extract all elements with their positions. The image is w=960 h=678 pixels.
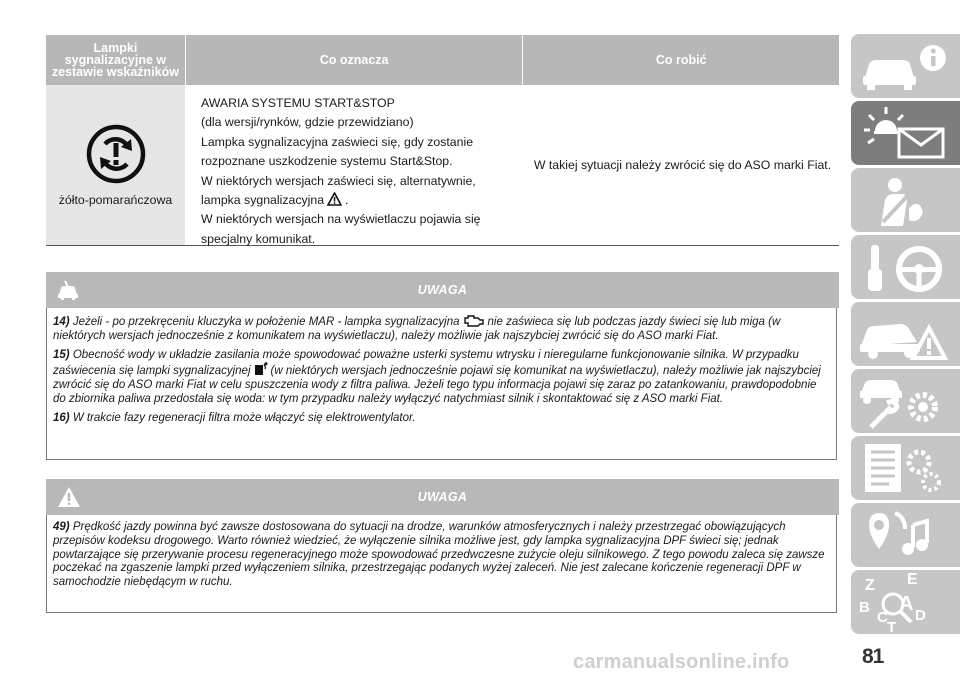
warning-triangle-icon: [327, 192, 342, 206]
warning-body: [46, 308, 837, 460]
index-letter: D: [915, 607, 926, 624]
action-cell: W takiej sytuacji należy zwrócić się do ASO marki Fiat.: [533, 158, 832, 172]
warning-light-table: [46, 35, 839, 246]
index-letter: B: [859, 599, 870, 616]
warning-item-text: Jeżeli - po przekręceniu kluczyka w położenie MAR - lampka sygnalizacyjna: [72, 316, 460, 328]
warning-item-number: 14): [53, 316, 70, 328]
meaning-cell: [185, 85, 522, 245]
warning-item: [53, 314, 828, 344]
warning-item-text: Obecność wody w układzie zasilania może spowodować poważne usterki systemu wtrysku i nieregularne funkcjonowanie silnika. W przypadku zaświecenia się lampki sygnalizacyjnej: [53, 348, 799, 378]
emergency-icon: [851, 302, 960, 366]
warning-header: [46, 479, 839, 515]
warning-item-number: 49): [53, 521, 70, 533]
index-letter: A: [899, 593, 914, 615]
warning-title: UWAGA: [417, 283, 468, 297]
meaning-suffix: .: [345, 193, 349, 208]
warning-header: [46, 272, 839, 308]
warning-item-text: Prędkość jazdy powinna być zawsze dostosowana do sytuacji na drodze, warunków atmosferycznych i należy przestrzegać obowiązujących przepisów kodeksu drogowego. Warto również wiedzieć, że wyłączenie silnika możliwe jest, gdy lampka sygnalizacyjna DPF świeci się; jednak powtarzające się przerywanie procesu regeneracyjnego może spowodować przedwczesne zużycie oleju silnikowego. Z tego powodu zaleca się zawsze poczekać na zgaszenie lampki przed wyłączeniem silnika, przestrzegając podanych wyżej zaleceń. Nie jest zalecane kończenie regeneracji DPF w samochodzie niebędącym w ruchu.: [53, 521, 825, 589]
page-number: 81: [862, 645, 884, 668]
column-header-action: Co robić: [523, 35, 839, 85]
car-info-icon: [851, 34, 960, 98]
index-icon: [851, 570, 960, 634]
lamp-cell: [46, 85, 185, 245]
table-header: [46, 35, 839, 85]
warning-item-text: (w niektórych wersjach jednocześnie pojawi się komunikat na wyświetlaczu), należy możliwie jak najszybciej zwrócić się do ASO marki Fiat w celu spuszczenia wody z filtra paliwa. Jeżeli tego typu informacja pojawi się zaraz po zatankowaniu, prawdopodobnie do zbiornika paliwa przedostała się woda: w tym przypadku należy wyłączyć natychmiast silnik i skontaktować się z ASO marki Fiat.: [53, 365, 821, 405]
sidebar-tab-safety[interactable]: [851, 168, 960, 232]
table-row: [46, 85, 839, 246]
index-letter: C: [877, 609, 888, 626]
multimedia-icon: [851, 436, 960, 500]
column-header-meaning: Co oznacza: [186, 35, 523, 85]
meaning-line: rozpoznane uszkodzenie systemu Start&Stop.: [201, 154, 453, 169]
sidebar-tab-index[interactable]: [851, 570, 960, 634]
index-letter: E: [907, 571, 918, 588]
meaning-line: Lampka sygnalizacyjna zaświeci się, gdy zostanie: [201, 134, 474, 149]
column-header-lamp: Lampki sygnalizacyjne w zestawie wskaźników: [46, 35, 185, 85]
warning-title: UWAGA: [417, 490, 468, 504]
warning-item: [53, 521, 828, 590]
navigation-icon: [851, 503, 960, 567]
meaning-line: W niektórych wersjach zaświeci się, alternatywnie,: [201, 173, 476, 188]
warning-item-text: nie zaświeca się lub podczas jazdy świeci się lub miga (w niektórych wersjach jednocześnie z komunikatem na wyświetlaczu), należy możliwie jak najszybciej zwrócić się do ASO marki Fiat.: [53, 316, 781, 342]
warning-item-number: 16): [53, 411, 70, 424]
warning-lights-icon: [851, 101, 960, 165]
sidebar-tab-navigation[interactable]: [851, 503, 960, 567]
lamp-color-label: żółto-pomarańczowa: [58, 193, 173, 207]
water-in-fuel-icon: [254, 362, 268, 376]
driving-icon: [851, 235, 960, 299]
meaning-line-with-icon: [201, 191, 522, 210]
maintenance-icon: [851, 369, 960, 433]
meaning-line: lampka sygnalizacyjna: [201, 193, 325, 208]
index-letter: Z: [865, 577, 875, 594]
watermark: carmanualsonline.info: [573, 651, 790, 673]
index-letter: T: [887, 619, 897, 634]
sidebar-tab-driving[interactable]: [851, 235, 960, 299]
meaning-line: specjalny komunikat.: [201, 231, 316, 246]
meaning-line: AWARIA SYSTEMU START&STOP: [201, 96, 395, 110]
warning-item: [53, 349, 828, 407]
sidebar-tab-warning-lights[interactable]: [851, 101, 960, 165]
meaning-line: (dla wersji/rynków, gdzie przewidziano): [201, 115, 414, 130]
warning-body: [46, 515, 837, 613]
sidebar-tab-maintenance[interactable]: [851, 369, 960, 433]
warning-item-text: W trakcie fazy regeneracji filtra może włączyć się elektrowentylator.: [72, 411, 416, 424]
start-stop-failure-icon: [85, 123, 147, 185]
engine-check-icon: [463, 314, 485, 327]
warning-item: [53, 412, 828, 426]
warning-item-number: 15): [53, 348, 70, 361]
meaning-line: W niektórych wersjach na wyświetlaczu pojawia się: [201, 212, 481, 227]
sidebar-tab-emergency[interactable]: [851, 302, 960, 366]
sidebar-tab-multimedia[interactable]: [851, 436, 960, 500]
safety-icon: [851, 168, 960, 232]
sidebar-tab-car-info[interactable]: [851, 34, 960, 98]
